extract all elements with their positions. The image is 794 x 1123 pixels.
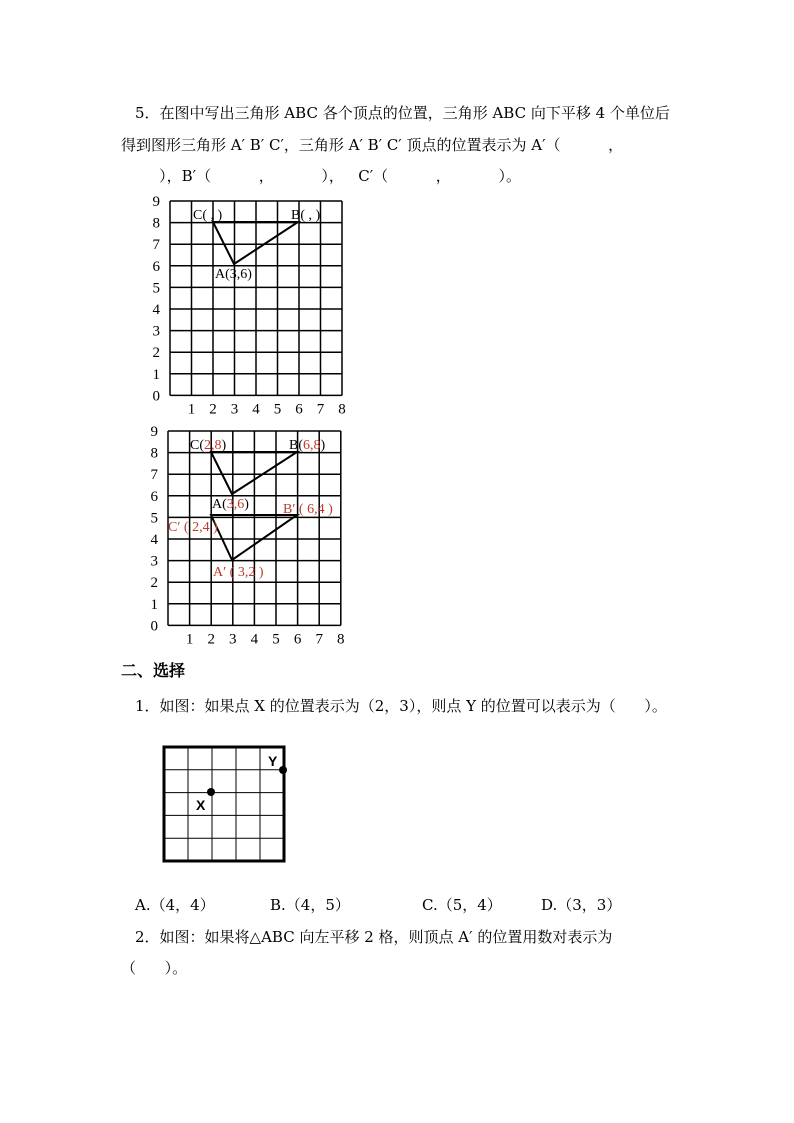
y-tick-label: 7 [152,237,160,254]
x-tick-label: 1 [187,401,196,418]
x-tick-label: 7 [316,401,325,418]
choice-2-line-2: （ ）。 [121,959,188,977]
x-tick-label: 8 [338,401,346,418]
label-a-answer: A(3,6) [212,497,249,512]
y-tick-label: 9 [152,194,160,210]
label-c-answer: C(2,8) [190,438,227,453]
section-heading: 二、选择 [121,661,186,680]
x-tick-label: 2 [209,401,217,418]
option-c: C.（5，4） [422,896,502,914]
label-a-prime: A′ ( 3,2 ) [213,565,264,580]
y-tick-label: 4 [152,302,160,318]
option-a: A.（4，4） [135,896,215,914]
label-b-prime: B′ ( 6,4 ) [283,502,333,517]
y-tick-label: 9 [150,424,158,440]
choice-1-question: 1．如图：如果点 X 的位置表示为（2，3），则点 Y 的位置可以表示为（ ）。 [135,697,667,715]
x-tick-label: 1 [185,631,194,648]
y-tick-label: 5 [150,510,158,527]
x-tick-label: 3 [229,631,237,648]
x-tick-label: 8 [337,631,345,648]
y-tick-label: 0 [152,388,160,405]
q5-line-1: 5．在图中写出三角形 ABC 各个顶点的位置，三角形 ABC 向下平移 4 个单位后 [135,104,670,122]
label-c-blank: C( , ) [193,208,223,223]
choice-2-line-1: 2．如图：如果将△ABC 向左平移 2 格，则顶点 A′ 的位置用数对表示为 [135,928,613,946]
label-x: X [196,797,206,813]
y-tick-label: 0 [150,618,158,635]
y-tick-label: 8 [152,215,160,232]
label-a: A(3,6) [215,267,252,282]
y-tick-label: 5 [152,280,160,297]
x-tick-label: 6 [293,631,302,648]
x-tick-label: 3 [230,401,239,418]
x-tick-label: 4 [250,631,259,648]
option-b: B.（4，5） [270,896,350,914]
x-tick-label: 4 [252,401,260,418]
x-tick-label: 6 [295,401,303,418]
q5-line-3: ），B′（ ， ）， C′（ ， ）。 [121,167,521,185]
y-tick-label: 2 [150,575,158,592]
point-y [279,766,287,774]
y-tick-label: 1 [152,366,160,383]
point-x [207,788,215,796]
x-tick-label: 7 [315,631,323,648]
x-tick-label: 2 [207,631,215,648]
y-tick-label: 1 [150,596,158,613]
y-tick-label: 6 [152,258,160,275]
label-c-prime: C′ ( 2,4 ) [168,520,218,535]
y-tick-label: 6 [150,488,158,505]
label-y: Y [268,753,278,769]
y-tick-label: 8 [150,445,158,462]
label-b-blank: B( , ) [291,208,321,223]
x-tick-label: 5 [272,631,280,648]
option-d: D.（3，3） [541,896,622,914]
y-tick-label: 3 [152,323,160,340]
y-tick-label: 3 [150,553,158,570]
label-b-answer: B(6,8) [289,438,326,453]
x-tick-label: 5 [273,401,282,418]
q5-line-2: 得到图形三角形 A′ B′ C′，三角形 A′ B′ C′ 顶点的位置表示为 A′（ ， [121,136,624,154]
y-tick-label: 4 [150,532,158,548]
y-tick-label: 2 [152,345,160,362]
y-tick-label: 7 [150,467,158,484]
